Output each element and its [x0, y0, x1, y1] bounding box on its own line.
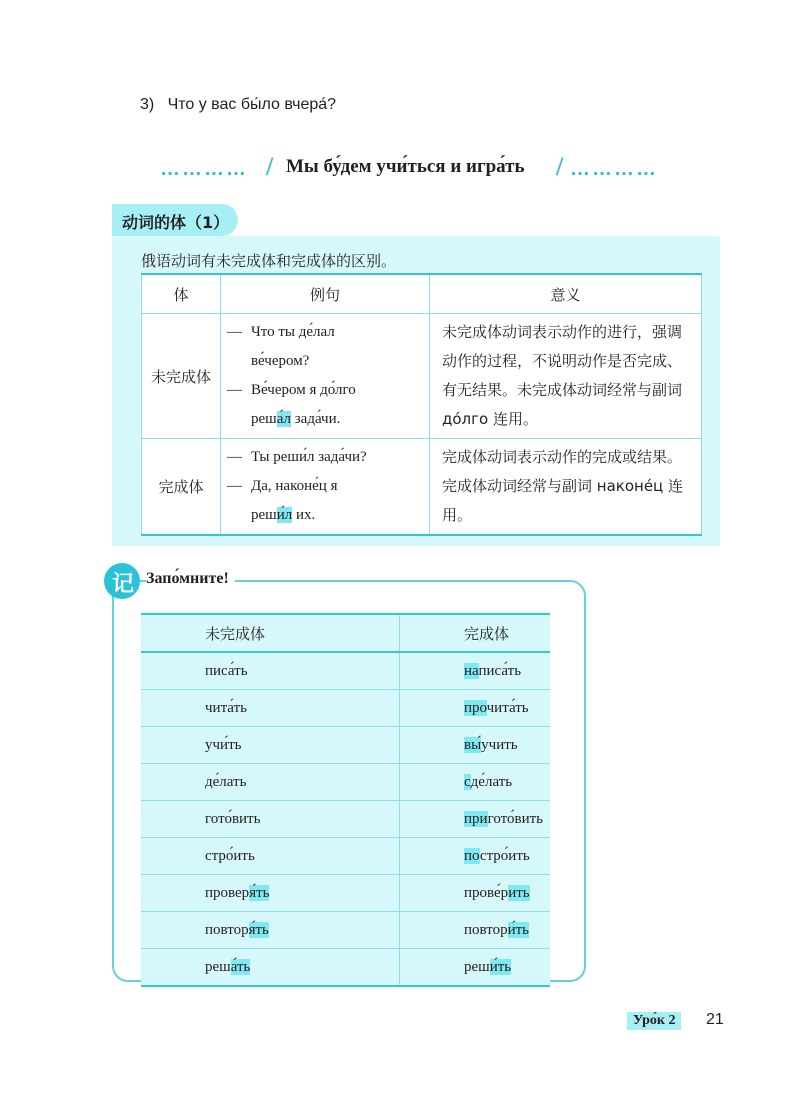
highlight-affix: ить	[508, 884, 530, 901]
grammar-table	[141, 273, 702, 536]
highlight-affix: при	[464, 810, 488, 827]
highlight-ending: а́л	[276, 411, 291, 427]
highlight-affix: я́ть	[248, 921, 269, 938]
grammar-tab	[112, 204, 238, 236]
heading-slash-left: /	[266, 152, 274, 181]
remember-icon	[104, 563, 140, 599]
verb-part: учи́ть	[205, 736, 242, 753]
verb-part: чита́ть	[205, 699, 247, 716]
table-row	[142, 314, 702, 439]
question-text: Что у вас бы́ло вчера́?	[167, 96, 337, 113]
dash: —	[227, 324, 242, 340]
grammar-tab-label: 动词的体（1）	[122, 213, 230, 232]
table-row	[141, 949, 550, 987]
table-row	[141, 727, 550, 764]
heading-dots-right: …………	[570, 158, 658, 180]
verb-imperfective	[141, 801, 400, 838]
meaning-perfective: 完成体动词表示动作的完成或结果。完成体动词经常与副词 наконе́ц 连用。	[430, 439, 702, 536]
example-part: реш	[251, 507, 277, 523]
example-text	[251, 376, 356, 434]
examples-imperfective	[221, 314, 430, 439]
dash: —	[227, 449, 242, 465]
table-row	[141, 764, 550, 801]
example-part: их.	[292, 507, 316, 523]
verb-imperfective	[141, 652, 400, 690]
highlight-affix: а́ть	[230, 958, 251, 975]
table-row	[141, 838, 550, 875]
example-part: Да, наконе́ц я	[251, 478, 338, 494]
example-text	[251, 472, 337, 530]
header-aspect: 体	[142, 274, 221, 314]
highlight-ending: и́л	[276, 507, 293, 523]
remember-title: Запо́мните!	[146, 570, 235, 588]
example-text: Ты реши́л зада́чи?	[251, 449, 367, 465]
verb-part: чита́ть	[486, 699, 529, 716]
page-number: 21	[706, 1011, 724, 1028]
verb-perfective	[400, 875, 551, 912]
heading-dots-left: …………	[160, 158, 248, 180]
verb-part: реш	[205, 958, 231, 975]
verb-imperfective	[141, 949, 400, 987]
verb-imperfective	[141, 764, 400, 801]
table-row	[141, 801, 550, 838]
table-row	[141, 912, 550, 949]
question-line	[140, 96, 336, 114]
highlight-affix: я́ть	[249, 884, 270, 901]
verb-part: стро́ить	[205, 847, 255, 864]
highlight-affix: на	[464, 662, 479, 679]
table-row	[142, 439, 702, 536]
highlight-affix: с	[464, 773, 471, 790]
table-row	[141, 690, 550, 727]
verb-perfective	[400, 652, 551, 690]
verb-perfective	[400, 764, 551, 801]
verb-perfective	[400, 690, 551, 727]
meaning-imperfective: 未完成体动词表示动作的进行，强调动作的过程，不说明动作是否完成、有无结果。未完成体动词经常与副词 до́лго 连用。	[430, 314, 702, 439]
example-part: Ве́чером я до́лго	[251, 382, 356, 398]
verb-part: писа́ть	[205, 662, 248, 679]
table-row	[141, 652, 550, 690]
highlight-affix: и́ть	[489, 958, 512, 975]
table-row	[141, 875, 550, 912]
dash: —	[227, 478, 242, 494]
verb-part: повтор	[205, 921, 249, 938]
verb-imperfective	[141, 727, 400, 764]
highlight-affix: и́ть	[507, 921, 530, 938]
section-title: Мы бу́дем учи́ться и игра́ть	[286, 156, 525, 177]
header-perfective: 完成体	[400, 614, 551, 652]
verb-part: де́лать	[470, 773, 513, 790]
verb-part: гото́вить	[487, 810, 544, 827]
verb-pairs-table	[141, 613, 550, 987]
verb-part: де́лать	[205, 773, 247, 790]
example-line	[227, 443, 423, 472]
verb-imperfective	[141, 912, 400, 949]
highlight-affix: про	[464, 699, 487, 716]
verb-perfective	[400, 727, 551, 764]
highlight-affix: по	[464, 847, 480, 864]
example-text	[251, 318, 335, 376]
verb-perfective	[400, 949, 551, 987]
verb-imperfective	[141, 690, 400, 727]
verb-perfective	[400, 801, 551, 838]
examples-perfective	[221, 439, 430, 536]
verb-part: повтор	[464, 921, 508, 938]
example-part: реш	[251, 411, 277, 427]
verb-pairs-body	[141, 652, 550, 986]
aspect-imperfective: 未完成体	[142, 314, 221, 439]
lesson-label: Уро́к 2	[627, 1012, 681, 1030]
heading-slash-right: /	[556, 152, 564, 181]
section-heading	[160, 150, 680, 184]
question-number: 3)	[140, 96, 155, 113]
verb-perfective	[400, 912, 551, 949]
example-part: Что ты де́лал	[251, 324, 335, 340]
example-part: зада́чи.	[291, 411, 341, 427]
verb-perfective	[400, 838, 551, 875]
grammar-intro: 俄语动词有未完成体和完成体的区别。	[141, 252, 397, 270]
example-part: ве́чером?	[251, 353, 310, 369]
verb-part: реш	[464, 958, 490, 975]
table-header-row	[141, 614, 550, 652]
example-line	[227, 318, 423, 376]
header-examples: 例句	[221, 274, 430, 314]
highlight-affix: вы́	[464, 736, 482, 753]
header-meaning: 意义	[430, 274, 702, 314]
remember-icon-glyph: 记	[112, 572, 135, 597]
verb-part: прове́р	[464, 884, 509, 901]
dash: —	[227, 382, 242, 398]
verb-imperfective	[141, 875, 400, 912]
example-line	[227, 376, 423, 434]
verb-part: писа́ть	[478, 662, 522, 679]
aspect-perfective: 完成体	[142, 439, 221, 536]
example-line	[227, 472, 423, 530]
verb-part: гото́вить	[205, 810, 261, 827]
verb-imperfective	[141, 838, 400, 875]
header-imperfective: 未完成体	[141, 614, 400, 652]
verb-part: учить	[481, 736, 518, 753]
verb-part: стро́ить	[479, 847, 530, 864]
verb-part: провер	[205, 884, 250, 901]
